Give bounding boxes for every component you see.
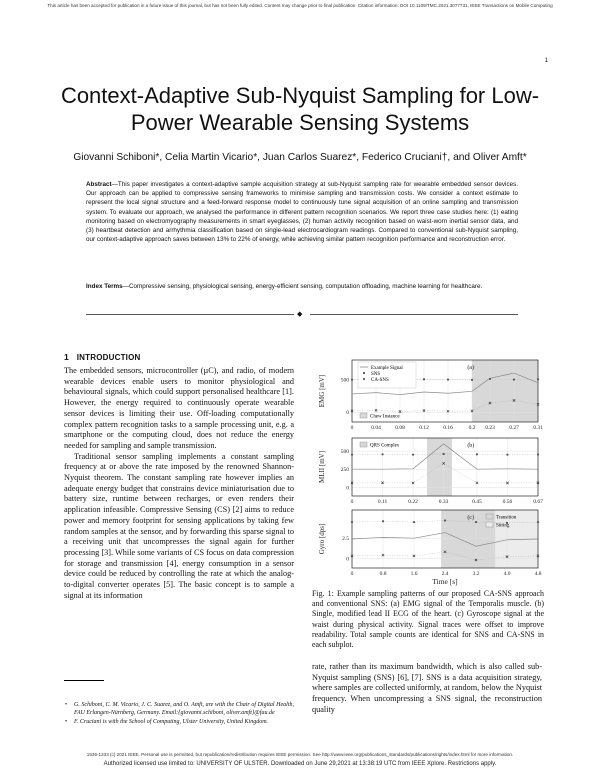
y-tick-label: 500 <box>340 377 349 384</box>
footnote: • G. Schiboni, C. M. Vicario, J. C. Suarez, and O. Amft, are with the Chair of Digital Health, FAU Erlangen-Nürnberg, Germany. Email:{giovanni.schiboni, oliver.amft}@fau.de <box>64 702 294 717</box>
left-column <box>64 366 294 601</box>
legend-entry: CA-SNS <box>371 378 389 383</box>
right-column <box>312 662 542 716</box>
y-tick-label: 500 <box>340 449 349 456</box>
x-tick-label: 0.04 <box>371 425 381 431</box>
legend-swatch <box>360 442 367 447</box>
x-tick-label: 0.16 <box>443 425 453 431</box>
legend-entry: Transition <box>496 515 517 521</box>
x-tick-label: 0.27 <box>509 425 519 431</box>
paper-title: Context-Adaptive Sub-Nyquist Sampling for Low-Power Wearable Sensing Systems <box>60 83 540 135</box>
x-tick-label: 0.67 <box>533 499 543 505</box>
footnote: • F. Cruciani is with the School of Computing, Ulster University, United Kingdom. <box>64 719 294 727</box>
data-point-sns <box>489 378 491 380</box>
footnote-rule <box>64 680 104 681</box>
index-terms-text: —Compressive sensing, physiological sensing, energy-efficient sensing, computation offloading, machine learning for healthcare. <box>122 283 483 290</box>
data-point-sns <box>444 519 446 521</box>
x-tick-label: 0.45 <box>472 499 482 505</box>
data-point-sns <box>506 454 508 456</box>
panel-label: (a) <box>467 365 474 371</box>
highlight-region <box>472 360 538 422</box>
y-axis-label: MLII [mV] <box>318 450 326 484</box>
legend-entry: SNS <box>371 372 381 377</box>
divider-line-right <box>310 314 518 315</box>
data-point-sns <box>351 378 353 380</box>
x-tick-label: 0.22 <box>408 499 418 505</box>
x-tick-label: 0 <box>350 571 354 577</box>
section-title: INTRODUCTION <box>76 353 141 362</box>
right-column-paragraph: rate, rather than its maximum bandwidth, which is also called sub-Nyquist sampling (SNS) [6], [7]. SNS is a data acquisition strategy, where samples are collected uniformly, at random, below the Nyquist frequency. When uncompressing a SNS signal, the reconstruction quality <box>312 662 542 714</box>
legend-entry: Sitting <box>496 523 510 529</box>
x-tick-label: 2.4 <box>441 571 449 577</box>
x-tick-label: 0.2 <box>468 425 476 431</box>
x-tick-label: 0.56 <box>502 499 513 505</box>
divider-diamond-icon: ◆ <box>297 310 303 318</box>
page-number: 1 <box>544 58 548 64</box>
x-tick-label: 0.12 <box>419 425 429 431</box>
data-point-sns <box>476 453 478 455</box>
x-tick-label: 0.08 <box>395 425 405 431</box>
intro-paragraph: The embedded sensors, microcontroller (µC), and radio, of modern wearable devices enable users to monitor physiological and behavioural signals, which could support personalised healthcare [1]. However, the energy required to continuously operate wearable sensor devices is limiting their use. Off-loading computationally complex pattern recognition tasks to a sample processing unit, e.g. a smartphone or the computing cloud, does not reduce the energy needed for sampling and sample transmission. <box>64 366 294 450</box>
data-point-sns <box>381 453 383 455</box>
divider-line-left <box>86 314 294 315</box>
copyright-notice: 1536-1233 (c) 2021 IEEE. Personal use is permitted, but republication/redistribution requires IEEE permission. See http://www.ieee.org/publications_standards/publications/rights/index.html for more information. <box>86 752 514 757</box>
x-tick-label: 4.0 <box>503 571 511 577</box>
journal-banner: This article has been accepted for publication in a future issue of this journal, but has not been fully edited. Content may change prior to final publication. Citation information: DOI 10.1109/TMC.2021.3077731, IEEE Transactions on Mobile Computing <box>47 3 553 8</box>
legend-entry: Chew Instance <box>370 414 400 420</box>
data-point-sns <box>447 378 449 380</box>
legend-entry: Example Signal <box>371 366 403 371</box>
section-number: 1 <box>64 352 69 362</box>
author-list: Giovanni Schiboni*, Celia Martin Vicario*, Juan Carlos Suarez*, Federico Cruciani†, and Oliver Amft* <box>73 152 527 163</box>
y-tick-label: 2.5 <box>342 536 349 543</box>
intro-paragraph: Traditional sensor sampling implements a constant sampling frequency at or above the rate imposed by the renowned Shannon-Nyquist theorem. The constant sampling rate however implies an adequate energy budget that constrains device miniaturisation due to battery size, runtime between recharges, or even renders their application infeasible. Compressive Sensing (CS) [2] aims to reduce power and memory footprint for sensing applications by taking few random samples at the sensor, and by forwarding this sparse signal to a receiving unit that uncompresses the signal again for further processing [3]. While some variants of CS focus on data compression for storage and transmission [4], energy consumption in a sensor device could be reduced by controlling the rate at which the analog-to-digital converter operates [5]. The basic concept is to sample a signal at its information <box>64 451 294 600</box>
y-tick-label: 250 <box>340 467 349 474</box>
footnotes <box>64 702 294 729</box>
legend-swatch <box>486 514 493 519</box>
data-point-sns <box>382 520 384 522</box>
x-tick-label: 0.33 <box>438 499 449 505</box>
figure-1 <box>312 354 544 586</box>
x-tick-label: 0.11 <box>377 499 388 505</box>
abstract-text: —This paper investigates a context-adaptive sample acquisition strategy at sub-Nyquist sampling rate for wearable embedded sensor devices. Our approach can be applied to compressive sensing frameworks to minimise sampling and transmission costs. We consider a context estimate to represent the local signal structure and a feed-forward response model to continuously tune signal acquisition of an online sampling and transmission system. To evaluate our approach, we analysed the performance in different pattern recognition scenarios. We report three case studies here: (1) eating monitoring based on electromyography measurements in smart eyeglasses, (2) human activity recognition based on waist-worn inertial sensor data, and (3) heartbeat detection and arrhythmia classification based on single-lead electrocardiogram readings. Compared to conventional sub-Nyquist sampling, our context-adaptive approach saves between 13% to 22% of energy, while achieving similar pattern recognition performance and reconstruction error. <box>86 181 518 244</box>
data-point-sns <box>471 379 473 381</box>
legend-entry: QRS Complex <box>370 443 400 449</box>
section-divider <box>86 310 518 318</box>
figure-1-plot <box>312 354 544 586</box>
x-tick-label: 0 <box>350 425 354 431</box>
x-tick-label: 0.31 <box>533 425 543 431</box>
panel-label: (b) <box>467 443 475 449</box>
legend-swatch <box>486 522 493 527</box>
data-point-sns <box>537 521 539 523</box>
data-point-sns <box>412 454 414 456</box>
x-tick-label: 0.23 <box>485 425 495 431</box>
data-point-sns <box>475 521 477 523</box>
index-terms-label: Index Terms <box>86 283 123 290</box>
data-point-sns <box>537 378 539 380</box>
panel-label: (c) <box>467 515 474 521</box>
abstract <box>86 180 518 244</box>
legend-swatch <box>360 413 367 418</box>
data-point-sns <box>351 454 353 456</box>
x-tick-label: 0.8 <box>379 571 387 577</box>
x-tick-label: 4.8 <box>534 571 542 577</box>
section-heading <box>64 352 140 362</box>
index-terms <box>86 282 518 291</box>
y-axis-label: Gyro [dps] <box>318 523 326 555</box>
x-axis-label: Time [s] <box>432 577 458 586</box>
legend-swatch <box>363 372 365 374</box>
license-notice: Authorized licensed use limited to: UNIVERSITY OF ULSTER. Downloaded on June 29,2021 at 13:38:19 UTC from IEEE Xplore. Restrictions apply. <box>103 761 497 767</box>
y-tick-label: 0 <box>346 485 349 492</box>
x-tick-label: 0 <box>350 499 354 505</box>
figure-caption: Fig. 1: Example sampling patterns of our proposed CA-SNS approach and conventional SNS: (a) EMG signal of the Temporalis muscle. (b) Single, modified lead II ECG of the heart. (c) Gyroscope signal at the waist during physical activity. Signal traces were offset to improve readability. Total sample counts are identical for SNS and CA-SNS in each subplot. <box>312 589 544 650</box>
x-tick-label: 3.2 <box>472 571 480 577</box>
x-tick-label: 1.6 <box>410 571 418 577</box>
data-point-sns <box>423 378 425 380</box>
data-point-sns <box>513 378 515 380</box>
abstract-label: Abstract <box>86 181 112 188</box>
data-point-sns <box>537 453 539 455</box>
y-tick-label: 0 <box>346 410 349 417</box>
data-point-sns <box>351 521 353 523</box>
data-point-sns <box>413 521 415 523</box>
y-axis-label: EMG [mV] <box>318 374 326 408</box>
y-tick-label: 0 <box>346 556 349 563</box>
data-point-sns <box>443 453 445 455</box>
